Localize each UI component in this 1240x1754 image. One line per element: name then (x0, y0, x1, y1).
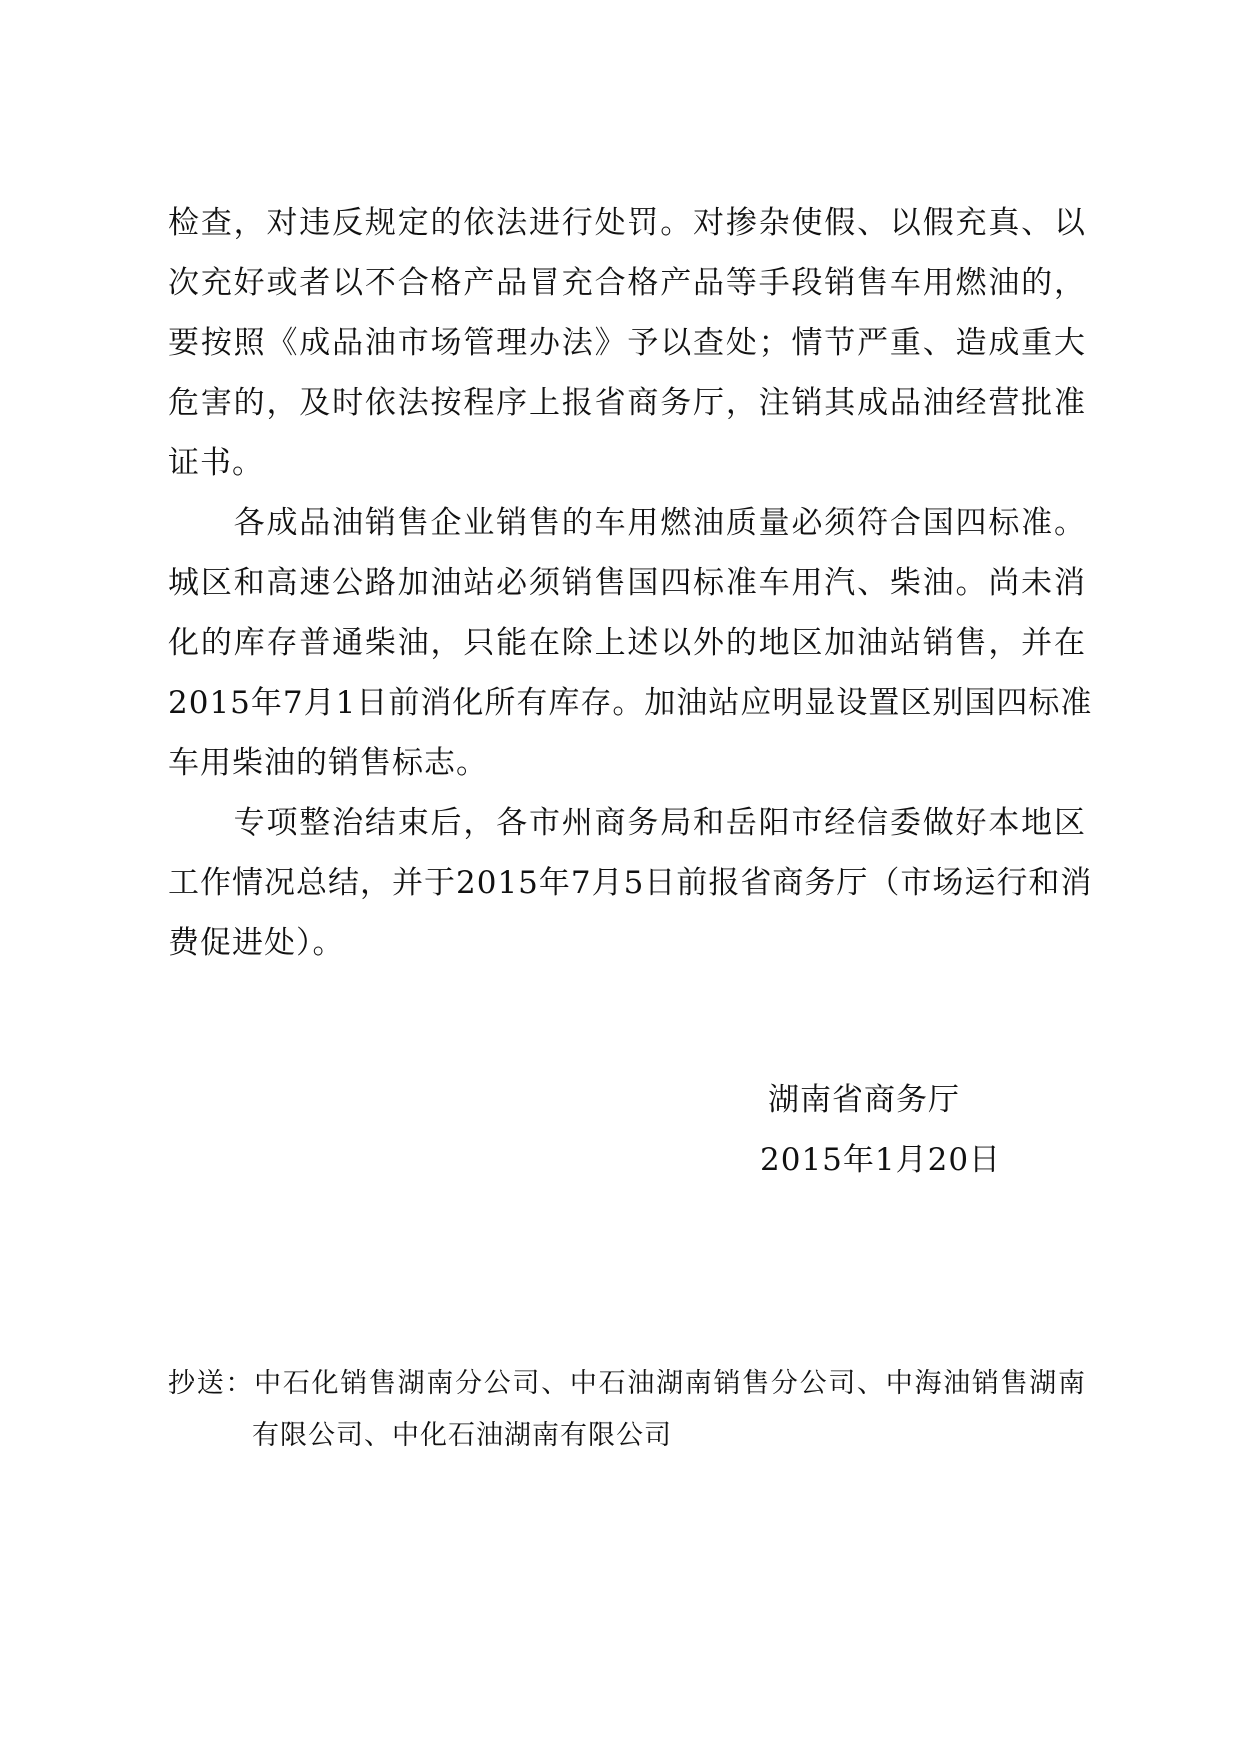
body-line: 工作情况总结，并于2015年7月5日前报省商务厅（市场运行和消 (168, 865, 1093, 901)
body-line: 2015年7月1日前消化所有库存。加油站应明显设置区别国四标准 (168, 685, 1093, 721)
body-line: 危害的，及时依法按程序上报省商务厅，注销其成品油经营批准 (168, 385, 1086, 421)
document-body (168, 193, 1093, 973)
copy-to-line-2: 有限公司、中化石油湖南有限公司 (252, 1420, 672, 1451)
body-line: 证书。 (168, 445, 264, 481)
body-line: 车用柴油的销售标志。 (168, 745, 488, 781)
body-line: 各成品油销售企业销售的车用燃油质量必须符合国四标准。 (168, 505, 1086, 541)
body-line: 检查，对违反规定的依法进行处罚。对掺杂使假、以假充真、以 (168, 205, 1086, 241)
copy-to-line-1: 抄送：中石化销售湖南分公司、中石油湖南销售分公司、中海油销售湖南 (168, 1368, 1086, 1399)
body-line: 专项整治结束后，各市州商务局和岳阳市经信委做好本地区 (168, 805, 1086, 841)
signature-block (760, 1070, 1060, 1190)
body-line: 费促进处）。 (168, 925, 345, 961)
signature-organization: 湖南省商务厅 (768, 1082, 960, 1118)
body-line: 要按照《成品油市场管理办法》予以查处；情节严重、造成重大 (168, 325, 1086, 361)
signature-date: 2015年1月20日 (760, 1142, 1002, 1178)
copy-to-block (168, 1358, 1086, 1462)
body-line: 次充好或者以不合格产品冒充合格产品等手段销售车用燃油的， (168, 265, 1086, 301)
body-line: 城区和高速公路加油站必须销售国四标准车用汽、柴油。尚未消 (168, 565, 1086, 601)
body-line: 化的库存普通柴油，只能在除上述以外的地区加油站销售，并在 (168, 625, 1086, 661)
